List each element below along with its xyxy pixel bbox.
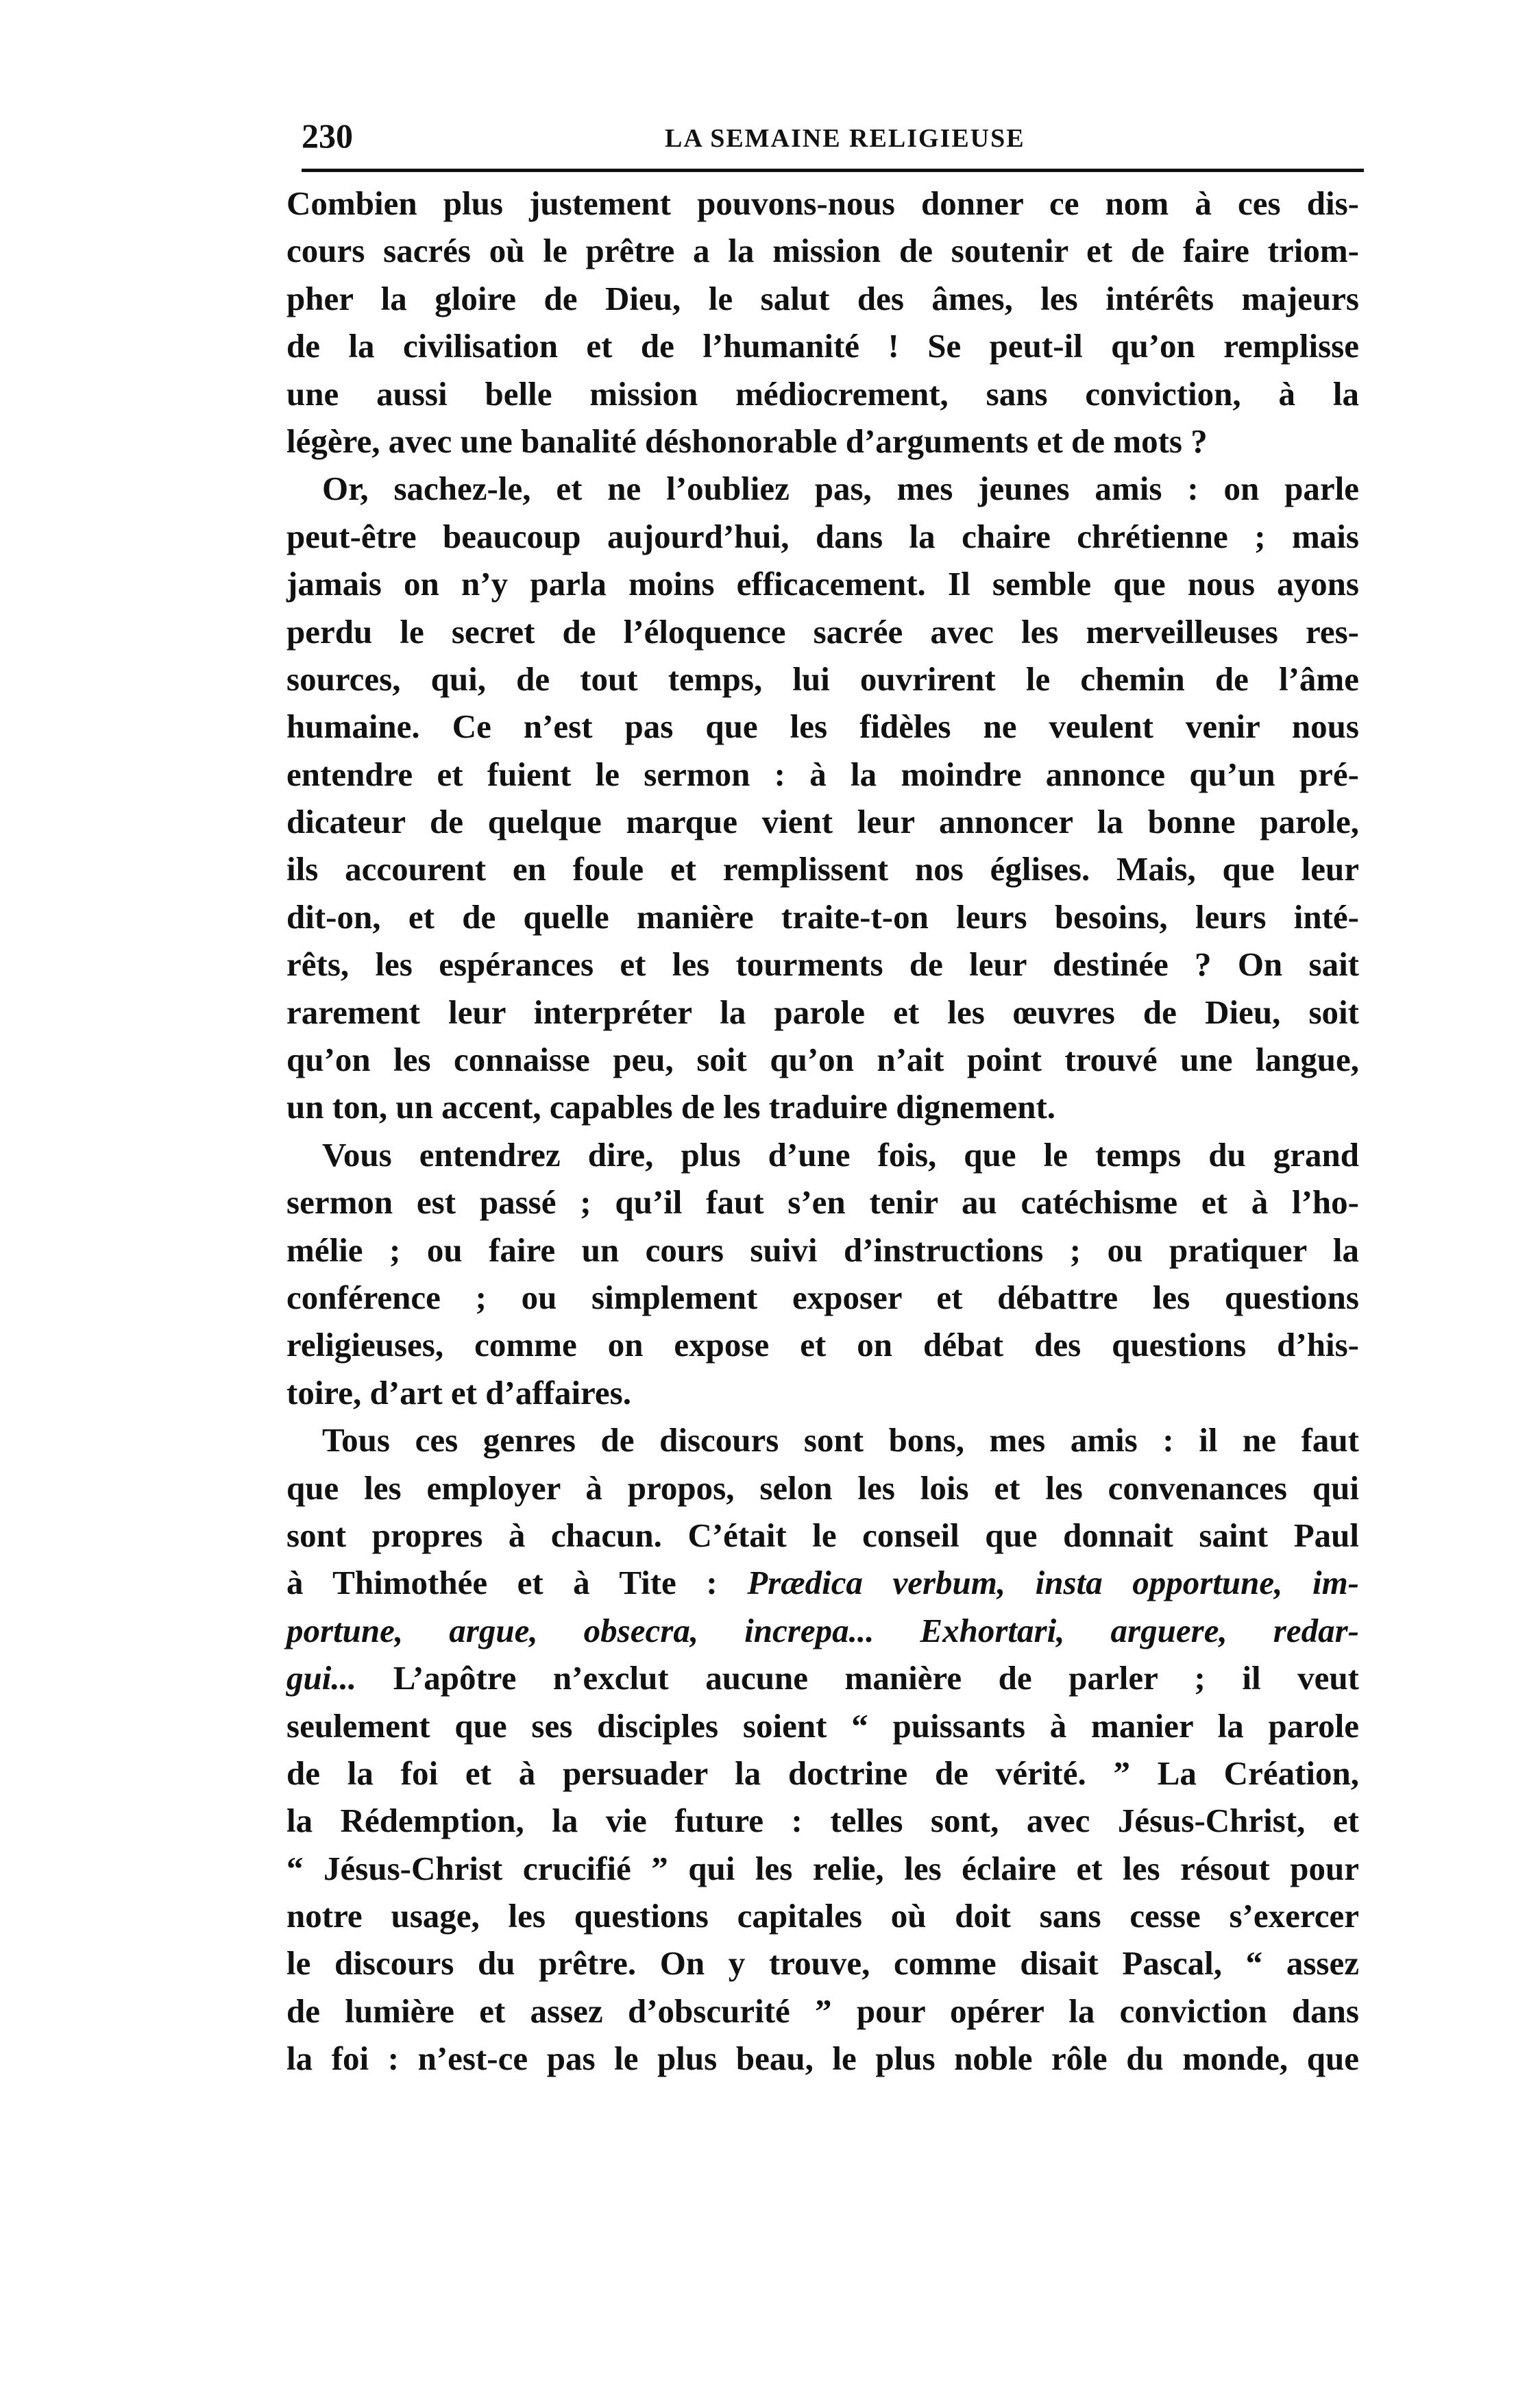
text-line: un ton, un accent, capables de les traduire dignement.: [286, 1088, 1056, 1126]
header-rule: [302, 169, 1364, 172]
latin-quote-line: portune, argue, obsecra, increpa... Exhortari, arguere, redar-: [286, 1611, 1359, 1649]
text-line: de la foi et à persuader la doctrine de vérité. ” La Création,: [286, 1754, 1359, 1792]
text-line: de lumière et assez d’obscurité ” pour opérer la conviction dans: [286, 1992, 1359, 2030]
text-line: “ Jésus-Christ crucifié ” qui les relie, les éclaire et les résout pour: [286, 1849, 1359, 1887]
text-line: peut-être beaucoup aujourd’hui, dans la chaire chrétienne ; mais: [286, 517, 1359, 555]
body-text: [286, 180, 1359, 2083]
text-line: Tous ces genres de discours sont bons, mes amis : il ne faut: [322, 1421, 1359, 1460]
text-line: que les employer à propos, selon les lois et les convenances qui: [286, 1468, 1359, 1507]
text-line: une aussi belle mission médiocrement, sans conviction, à la: [286, 374, 1359, 413]
text-line: la foi : n’est-ce pas le plus beau, le plus noble rôle du monde, que: [286, 2040, 1359, 2078]
text-line: rêts, les espérances et les tourments de leur destinée ? On sait: [286, 945, 1359, 984]
text-line: Vous entendrez dire, plus d’une fois, que le temps du grand: [322, 1135, 1359, 1174]
text-line: le discours du prêtre. On y trouve, comme disait Pascal, “ assez: [286, 1944, 1359, 1983]
page-number: 230: [302, 117, 353, 155]
text-line: qu’on les connaisse peu, soit qu’on n’ait point trouvé une langue,: [286, 1041, 1359, 1079]
text-line: ils accourent en foule et remplissent nos églises. Mais, que leur: [286, 850, 1359, 888]
text-segment: L’apôtre n’exclut aucune manière de parler ; il veut: [393, 1659, 1359, 1697]
text-line: conférence ; ou simplement exposer et débattre les questions: [286, 1278, 1359, 1316]
text-line-mixed: [286, 1559, 1359, 1606]
text-line: sermon est passé ; qu’il faut s’en tenir au catéchisme et à l’ho-: [286, 1183, 1359, 1222]
text-line: humaine. Ce n’est pas que les fidèles ne veulent venir nous: [286, 707, 1359, 746]
text-line: pher la gloire de Dieu, le salut des âmes, les intérêts majeurs: [286, 279, 1359, 317]
text-segment: à Thimothée et à Tite :: [286, 1564, 718, 1602]
page-header: [302, 115, 1364, 163]
text-line: la Rédemption, la vie future : telles sont, avec Jésus-Christ, et: [286, 1802, 1359, 1840]
text-line: entendre et fuient le sermon : à la moindre annonce qu’un pré-: [286, 755, 1359, 793]
text-line: de la civilisation et de l’humanité ! Se peut-il qu’on remplisse: [286, 327, 1359, 365]
text-line: cours sacrés où le prêtre a la mission de soutenir et de faire triom-: [286, 232, 1359, 270]
text-line: notre usage, les questions capitales où doit sans cesse s’exercer: [286, 1897, 1359, 1935]
text-line: sont propres à chacun. C’était le conseil que donnait saint Paul: [286, 1516, 1359, 1554]
text-line-mixed: [286, 1654, 1359, 1702]
text-line: jamais on n’y parla moins efficacement. Il semble que nous ayons: [286, 565, 1359, 603]
text-line: sources, qui, de tout temps, lui ouvrirent le chemin de l’âme: [286, 659, 1359, 698]
text-line: Or, sachez-le, et ne l’oubliez pas, mes jeunes amis : on parle: [322, 470, 1359, 508]
text-line: dit-on, et de quelle manière traite-t-on leurs besoins, leurs inté-: [286, 897, 1359, 936]
text-line: mélie ; ou faire un cours suivi d’instructions ; ou pratiquer la: [286, 1231, 1359, 1269]
text-line: seulement que ses disciples soient “ puissants à manier la parole: [286, 1706, 1359, 1745]
text-line: légère, avec une banalité déshonorable d’arguments et de mots ?: [286, 422, 1208, 460]
latin-quote: gui...: [286, 1659, 357, 1697]
text-line: perdu le secret de l’éloquence sacrée avec les merveilleuses res-: [286, 612, 1359, 651]
text-line: dicateur de quelque marque vient leur annoncer la bonne parole,: [286, 803, 1359, 841]
latin-quote: Prædica verbum, insta opportune, im-: [747, 1564, 1359, 1602]
text-line: Combien plus justement pouvons-nous donner ce nom à ces dis-: [286, 184, 1359, 222]
text-line: toire, d’art et d’affaires.: [286, 1373, 631, 1412]
text-line: rarement leur interpréter la parole et les œuvres de Dieu, soit: [286, 993, 1359, 1031]
text-line: religieuses, comme on expose et on débat des questions d’his-: [286, 1326, 1359, 1364]
running-title: LA SEMAINE RELIGIEUSE: [665, 124, 1025, 153]
